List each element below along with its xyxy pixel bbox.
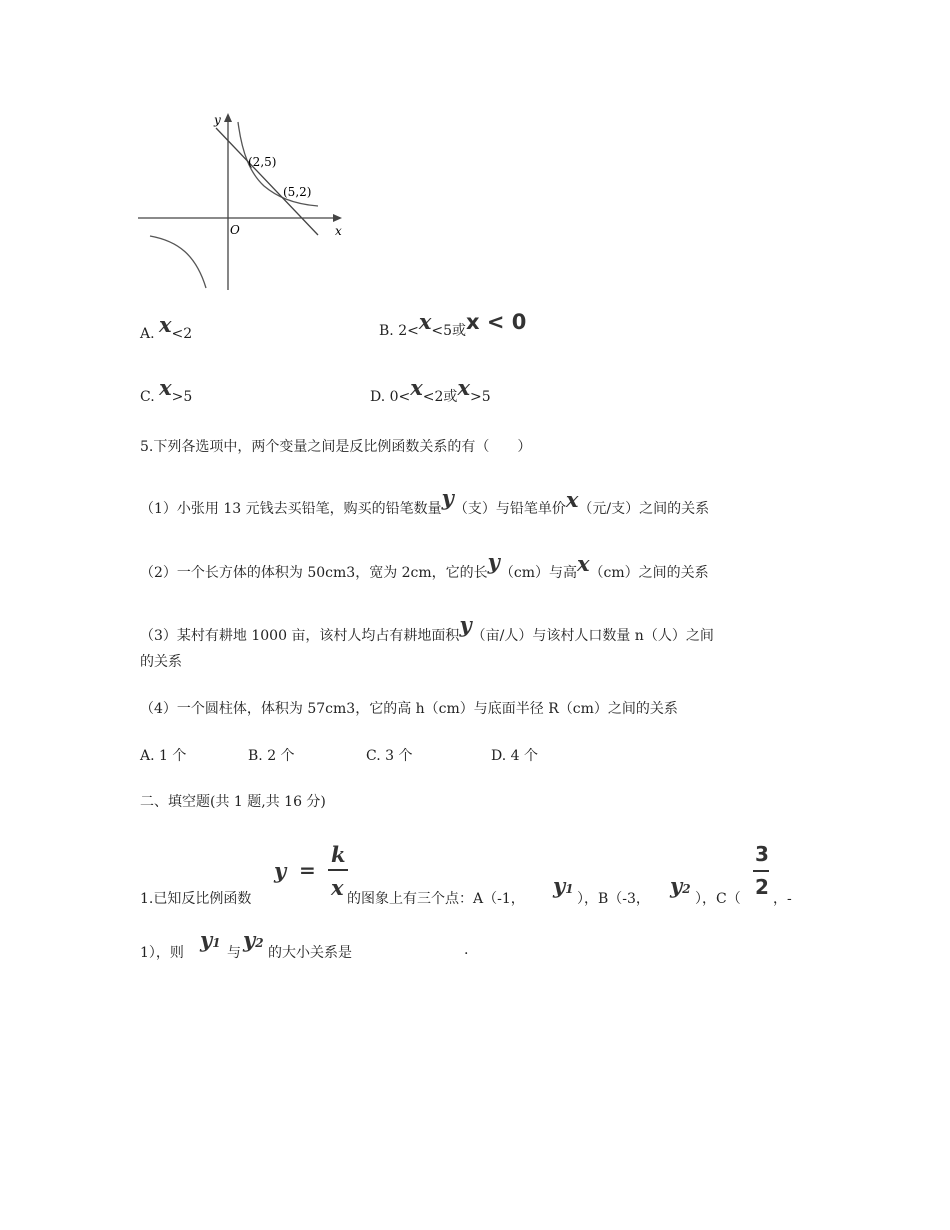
variable-x: x: [457, 375, 470, 400]
option-text: >5: [469, 389, 491, 405]
q4-option-b: [379, 309, 527, 340]
var-y2: y2: [670, 873, 691, 898]
formula-numerator: k: [331, 842, 346, 867]
option-text: >5: [171, 389, 193, 405]
origin-label: O: [230, 223, 240, 237]
fraction-denominator: 2: [755, 875, 769, 899]
q1-lead: 1.已知反比例函数: [140, 891, 252, 907]
option-text: <2或: [422, 389, 458, 405]
x-axis-arrow: [333, 214, 342, 222]
option-text: <2: [171, 326, 193, 342]
fraction-numerator: 3: [755, 842, 769, 866]
item-text: （亩/人）与该村人口数量 n（人）之间: [471, 628, 714, 644]
var-y2: y2: [243, 927, 264, 952]
q5-item-3: [140, 612, 714, 645]
q1-text: ），C（: [695, 891, 741, 907]
formula-equals: =: [299, 858, 316, 882]
variable-x: x: [418, 309, 432, 334]
item-text: （1）小张用 13 元钱去买铅笔，购买的铅笔数量: [140, 501, 442, 517]
q5-option-d: D. 4 个: [491, 748, 538, 764]
formula-fraction-bar: [328, 869, 348, 871]
q5-option-b: B. 2 个: [248, 748, 295, 764]
point-5-2-label: (5,2): [283, 185, 312, 199]
q1-text: ，-: [773, 891, 792, 907]
answer-blank[interactable]: [366, 942, 462, 960]
q1-end-period: .: [464, 942, 469, 958]
variable-x: x: [565, 487, 579, 512]
option-text: D. 0<: [370, 389, 411, 405]
option-text: <5或: [431, 323, 466, 339]
section-heading: 二、填空题(共 1 题,共 16 分): [140, 794, 326, 810]
hyperbola-branch-lower: [150, 236, 206, 288]
q1-text: 与: [227, 945, 241, 961]
formula-denominator: x: [331, 875, 344, 900]
q4-option-a: [140, 312, 193, 343]
item-text: （cm）与高: [499, 565, 577, 581]
q4-option-c: [140, 375, 193, 406]
x-axis-label: x: [335, 224, 342, 238]
point-2-5-label: (2,5): [248, 155, 277, 169]
variable-x: x: [159, 375, 172, 400]
linear-function-line: [216, 128, 318, 235]
q5-item-4: （4）一个圆柱体，体积为 57cm3，它的高 h（cm）与底面半径 R（cm）之间的关系: [140, 701, 678, 717]
y-axis-arrow: [224, 113, 232, 122]
q4-option-d: [370, 375, 491, 406]
item-text: （元/支）之间的关系: [578, 501, 710, 517]
variable-x: x: [159, 312, 172, 337]
item-text: （2）一个长方体的体积为 50cm3，宽为 2cm，它的长: [140, 565, 488, 581]
variable-x: x: [410, 375, 423, 400]
var-y1: y1: [200, 927, 221, 952]
q1-text: 的大小关系是: [268, 945, 352, 961]
variable-y: y: [487, 549, 500, 574]
q1-text: 的图象上有三个点：A（-1，: [347, 891, 525, 907]
q5-item-2: [140, 549, 709, 582]
formula-y: y: [274, 858, 287, 883]
variable-x: x: [577, 551, 590, 576]
q1-text: ），B（-3，: [577, 891, 650, 907]
q5-option-c: C. 3 个: [366, 748, 413, 764]
variable-y: y: [459, 612, 472, 637]
var-y1: y1: [553, 873, 574, 898]
option-label: C.: [140, 389, 155, 405]
q5-stem: 5.下列各选项中，两个变量之间是反比例函数关系的有（ ）: [140, 439, 532, 455]
y-axis-label: y: [214, 113, 221, 127]
fraction-bar: [753, 870, 769, 872]
item-text: （支）与铅笔单价: [453, 501, 566, 517]
item-text: （cm）之间的关系: [589, 565, 709, 581]
q1-text: 1），则: [140, 945, 184, 961]
option-label: A.: [140, 326, 155, 342]
variable-y: y: [441, 485, 454, 510]
item-text: （3）某村有耕地 1000 亩，该村人均占有耕地面积: [140, 628, 460, 644]
function-graph: [130, 108, 355, 293]
inequality-x-lt-0: x < 0: [466, 310, 527, 334]
q5-item-1: [140, 485, 710, 518]
option-text: B. 2<: [379, 323, 419, 339]
q5-option-a: A. 1 个: [140, 748, 187, 764]
q5-item-3-cont: 的关系: [140, 654, 182, 670]
